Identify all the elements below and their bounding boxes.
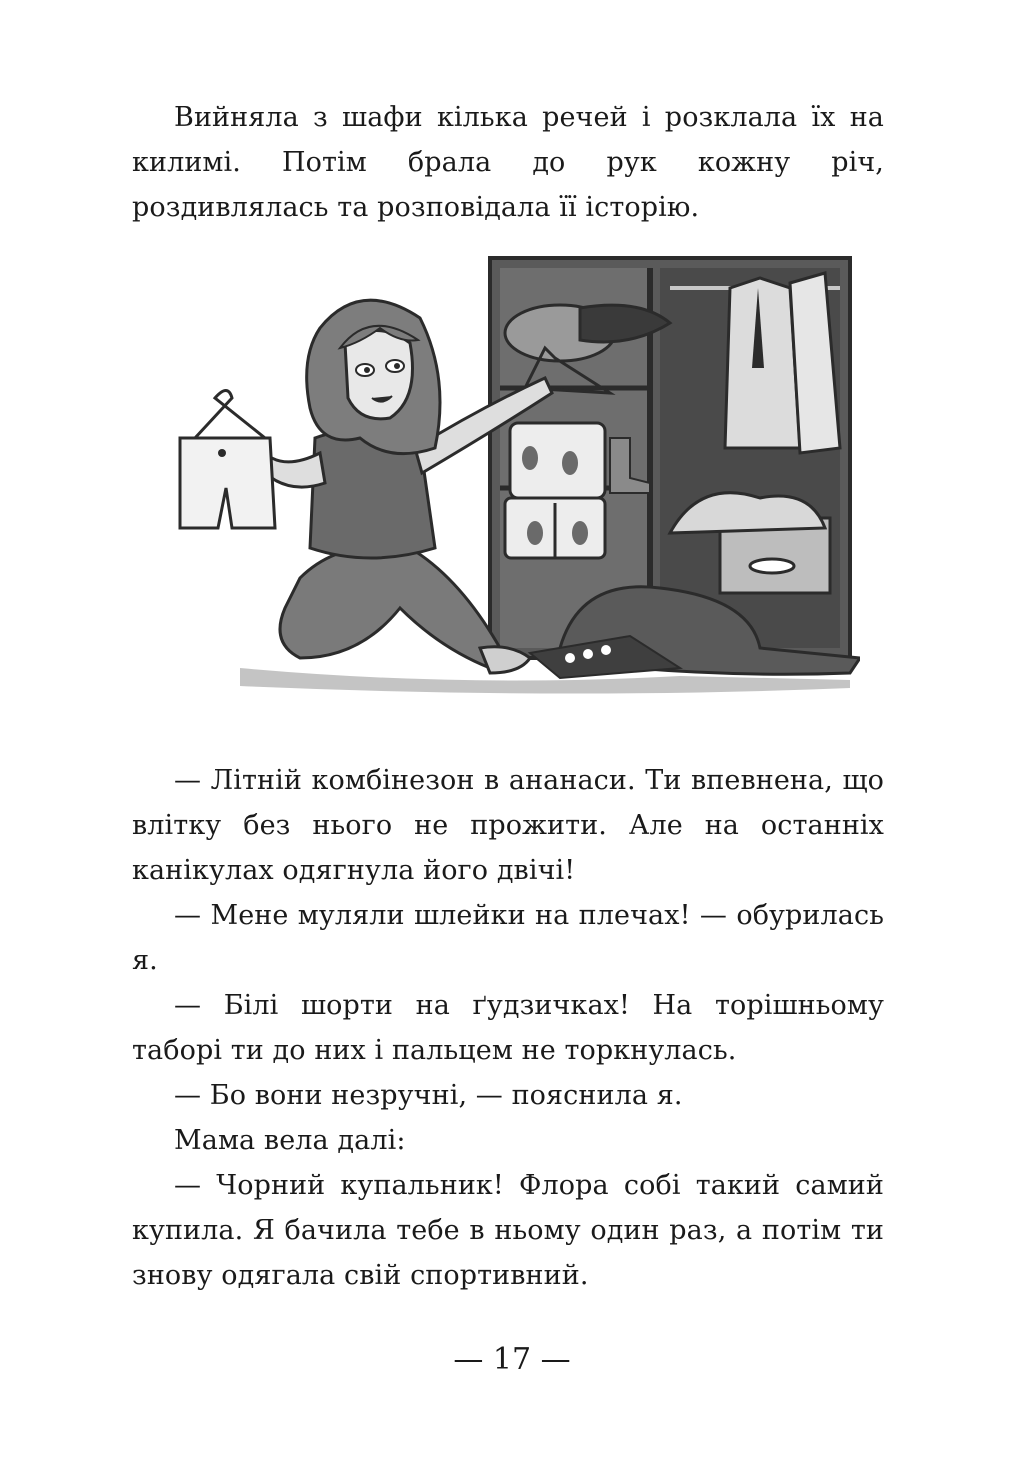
paragraph: Вийняла з шафи кілька речей і розклала їх на килимі. Потім брала до рук кожну річ, роздивлялась та розповідала її історію. [132, 102, 884, 223]
paragraph: Мама вела далі: [174, 1125, 406, 1156]
paragraph: — Бо вони незручні, — пояснила я. [174, 1080, 683, 1111]
girl-sorting-clothes-illustration [160, 248, 860, 700]
paragraph: — Мене муляли шлейки на плечах! — обурилась я. [132, 900, 884, 976]
page-number: — 17 — [453, 1342, 571, 1377]
paragraph: — Чорний купальник! Флора собі такий самий купила. Я бачила тебе в ньому один раз, а потім ти знову одягала свій спортивний. [132, 1170, 884, 1291]
white-shorts [180, 391, 275, 529]
top-text-block [132, 95, 884, 230]
bottom-text-block [132, 758, 884, 1298]
paragraph: — Літній комбінезон в ананаси. Ти впевнена, що влітку без нього не прожити. Але на останніх канікулах одягнула його двічі! [132, 765, 884, 886]
paragraph: — Білі шорти на ґудзичках! На торішньому таборі ти до них і пальцем не торкнулась. [132, 990, 884, 1066]
